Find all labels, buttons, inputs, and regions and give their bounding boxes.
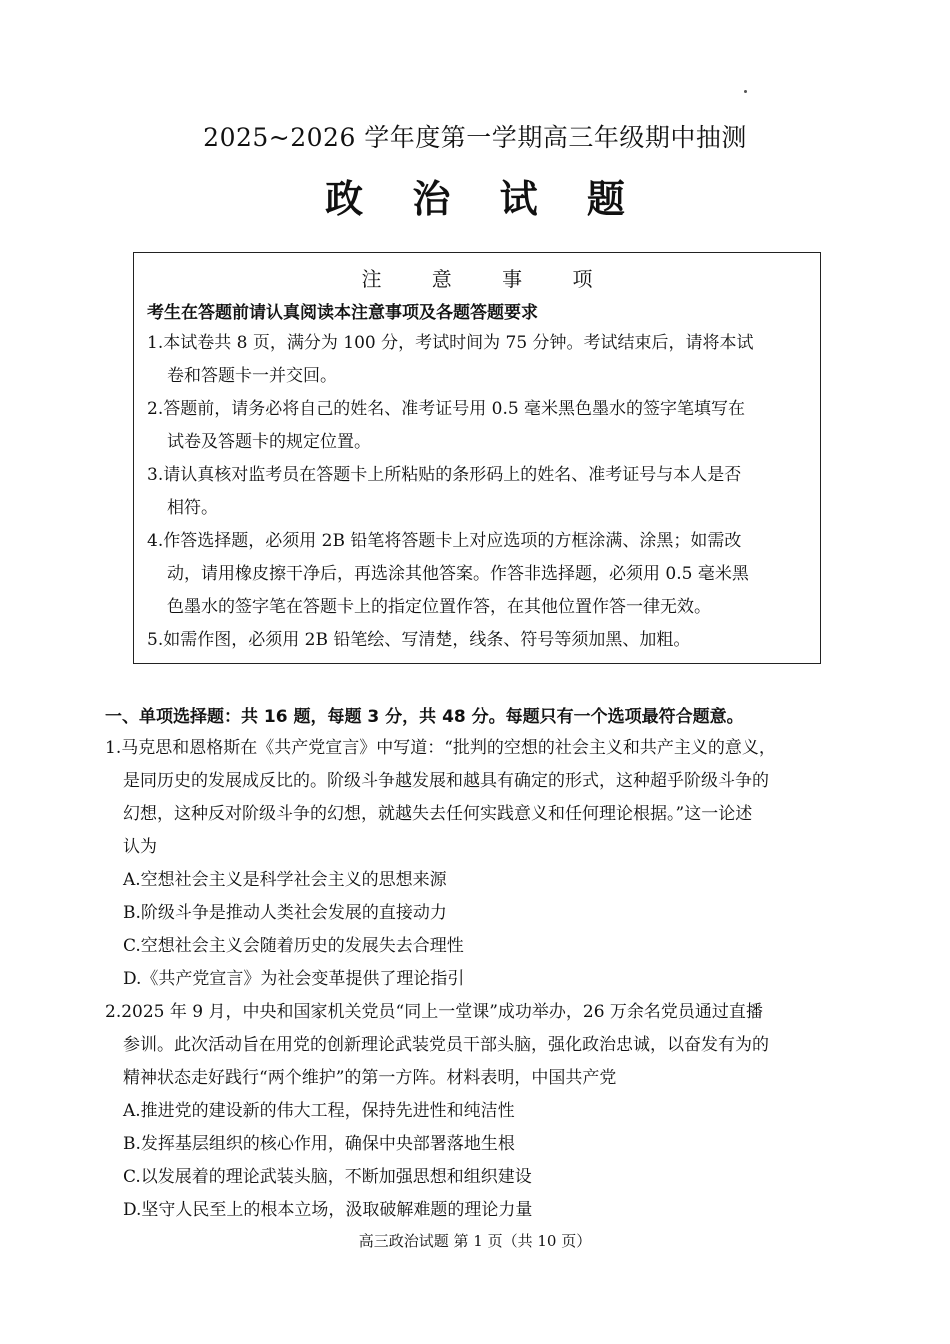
notice-item-line: 色墨水的签字笔在答题卡上的指定位置作答，在其他位置作答一律无效。 xyxy=(167,597,711,617)
exam-title: 2025~2026 学年度第一学期高三年级期中抽测 xyxy=(203,123,747,152)
question-2-stem-line: 参训。此次活动旨在用党的创新理论武装党员干部头脑，强化政治忠诚，以奋发有为的 xyxy=(123,1035,769,1055)
question-2-option-b: B.发挥基层组织的核心作用，确保中央部署落地生根 xyxy=(123,1134,515,1154)
question-1-stem-line: 1.马克思和恩格斯在《共产党宣言》中写道：“批判的空想的社会主义和共产主义的意义， xyxy=(105,738,776,758)
question-1-option-b: B.阶级斗争是推动人类社会发展的直接动力 xyxy=(123,903,447,923)
question-1-stem-line: 认为 xyxy=(123,837,157,857)
notice-item-line: 2.答题前，请务必将自己的姓名、准考证号用 0.5 毫米黑色墨水的签字笔填写在 xyxy=(147,399,746,419)
question-1-option-d: D.《共产党宣言》为社会变革提供了理论指引 xyxy=(123,969,465,989)
notice-item-line: 卷和答题卡一并交回。 xyxy=(167,366,337,386)
notice-heading: 注 意 事 项 xyxy=(361,267,615,291)
question-1-stem-line: 是同历史的发展成反比的。阶级斗争越发展和越具有确定的形式，这种超乎阶级斗争的 xyxy=(123,771,769,791)
subject-title: 政 治 试 题 xyxy=(325,176,643,221)
notice-item xyxy=(147,624,809,657)
notice-item xyxy=(147,327,809,393)
question-1-stem-line: 幻想，这种反对阶级斗争的幻想，就越失去任何实践意义和任何理论根据。”这一论述 xyxy=(123,804,753,824)
question-1-option-a: A.空想社会主义是科学社会主义的思想来源 xyxy=(123,870,447,890)
corner-dot xyxy=(744,90,747,93)
notice-item-line: 相符。 xyxy=(167,498,218,518)
notice-item xyxy=(147,393,809,459)
question-2-option-a: A.推进党的建设新的伟大工程，保持先进性和纯洁性 xyxy=(123,1101,515,1121)
notice-box xyxy=(133,252,821,664)
notice-item-line: 1.本试卷共 8 页，满分为 100 分，考试时间为 75 分钟。考试结束后，请将本试 xyxy=(147,333,754,353)
notice-item xyxy=(147,525,809,624)
question-2-stem-line: 2.2025 年 9 月，中央和国家机关党员“同上一堂课”成功举办，26 万余名党员通过直播 xyxy=(105,1002,763,1022)
question-2-option-c: C.以发展着的理论武装头脑，不断加强思想和组织建设 xyxy=(123,1167,532,1187)
notice-item-line: 试卷及答题卡的规定位置。 xyxy=(167,432,371,452)
notice-item xyxy=(147,459,809,525)
notice-item-line: 5.如需作图，必须用 2B 铅笔绘、写清楚，线条、符号等须加黑、加粗。 xyxy=(147,630,691,650)
notice-item-line: 3.请认真核对监考员在答题卡上所粘贴的条形码上的姓名、准考证号与本人是否 xyxy=(147,465,742,485)
question-2-stem-line: 精神状态走好践行“两个维护”的第一方阵。材料表明，中国共产党 xyxy=(123,1068,617,1088)
section-heading: 一、单项选择题：共 16 题，每题 3 分，共 48 分。每题只有一个选项最符合题意。 xyxy=(105,707,744,727)
notice-item-line: 动，请用橡皮擦干净后，再选涂其他答案。作答非选择题，必须用 0.5 毫米黑 xyxy=(167,564,749,584)
notice-subtitle: 考生在答题前请认真阅读本注意事项及各题答题要求 xyxy=(147,303,538,323)
question-1-option-c: C.空想社会主义会随着历史的发展失去合理性 xyxy=(123,936,464,956)
question-2-option-d: D.坚守人民至上的根本立场，汲取破解难题的理论力量 xyxy=(123,1200,533,1220)
page-footer: 高三政治试题 第 1 页（共 10 页） xyxy=(358,1232,592,1250)
notice-item-line: 4.作答选择题，必须用 2B 铅笔将答题卡上对应选项的方框涂满、涂黑；如需改 xyxy=(147,531,742,551)
